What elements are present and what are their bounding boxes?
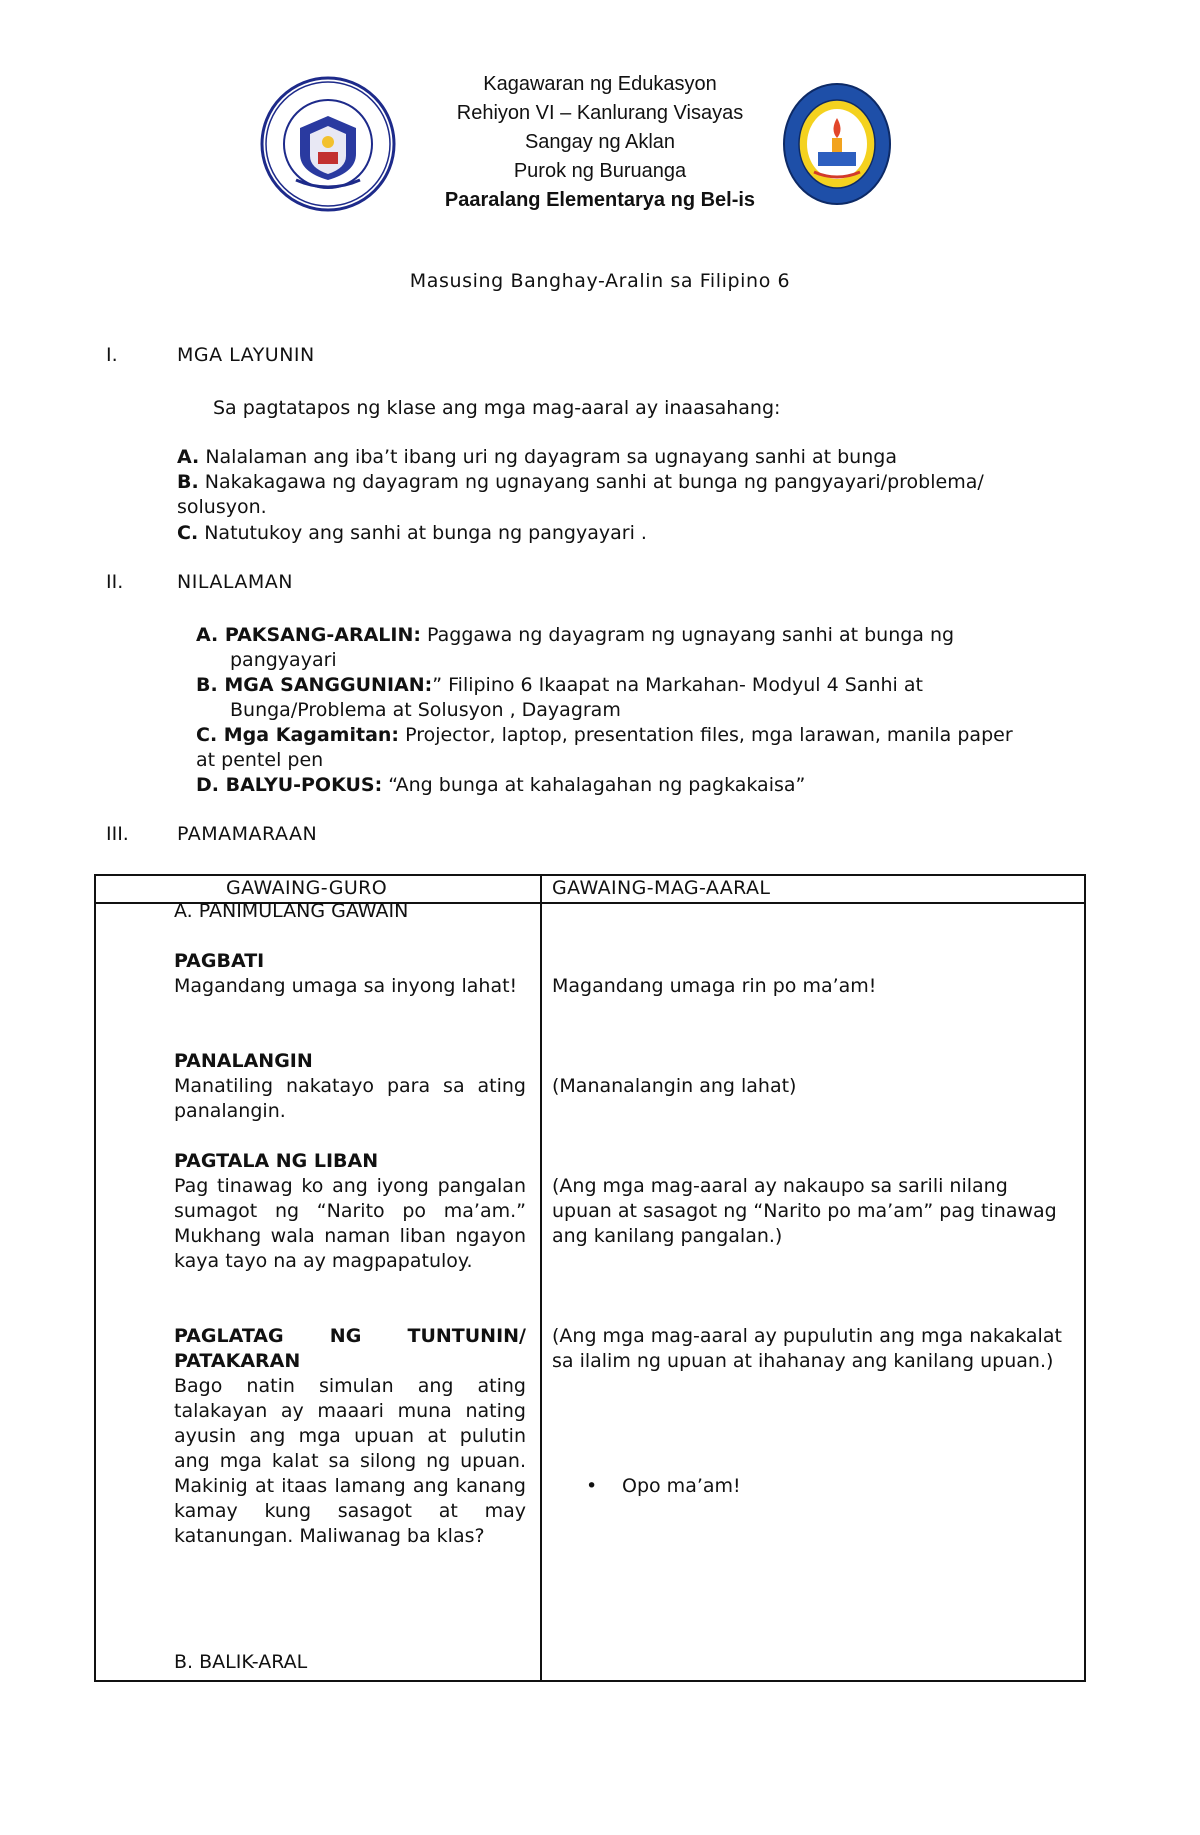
lesson-plan-title: Masusing Banghay-Aralin sa Filipino 6	[409, 270, 791, 292]
content-materials	[196, 723, 1013, 748]
content-references-text: ” Filipino 6 Ikaapat na Markahan- Modyul 4 Sanhi at	[432, 674, 923, 696]
section-1-number: I.	[106, 344, 118, 366]
header-teacher-activities: GAWAING-GURO	[226, 877, 388, 899]
objectives-intro: Sa pagtatapos ng klase ang mga mag-aaral ay inaasahang:	[213, 397, 781, 419]
division-name: Sangay ng Aklan	[524, 131, 676, 153]
content-references-label: B. MGA SANGGUNIAN:	[196, 674, 433, 696]
attendance-text: Pag tinawag ko ang iyong pangalan sumagot ng “Narito po ma’am.” Mukhang wala naman liban ngayon kaya tayo na ay magpapatuloy.	[174, 1175, 526, 1272]
content-value-focus-label: D. BALYU-POKUS:	[196, 774, 383, 796]
attendance-response: (Ang mga mag-aaral ay nakaupo sa sarili nilang upuan at sasagot ng “Narito po ma’am” pag tinawag ang kanilang pangalan.)	[552, 1175, 1057, 1247]
letterhead-text	[420, 70, 780, 215]
content-topic-text: Paggawa ng dayagram ng ugnayang sanhi at bunga ng	[421, 624, 955, 646]
objective-a-text: Nalalaman ang iba’t ibang uri ng dayagram sa ugnayang sanhi at bunga	[199, 446, 897, 468]
prayer-response: (Mananalangin ang lahat)	[552, 1075, 797, 1097]
objective-a-label: A.	[177, 446, 200, 468]
objective-c-text: Natutukoy ang sanhi at bunga ng pangyayari .	[198, 522, 647, 544]
rules-response: (Ang mga mag-aaral ay pupulutin ang mga nakakalat sa ilalim ng upuan at ihahanay ang kanilang upuan.)	[552, 1325, 1062, 1372]
objective-c	[177, 521, 647, 546]
preliminary-activities-heading: A. PANIMULANG GAWAIN	[174, 900, 409, 922]
content-materials-continued: at pentel pen	[196, 749, 324, 771]
section-2-title: NILALAMAN	[177, 571, 293, 593]
content-value-focus	[196, 773, 805, 798]
greeting-text: Magandang umaga sa inyong lahat!	[174, 975, 518, 997]
section-3-title: PAMAMARAAN	[177, 823, 318, 845]
content-references	[196, 673, 923, 698]
section-2-number: II.	[106, 571, 124, 593]
school-seal-logo	[782, 82, 892, 206]
objective-b-text: Nakakagawa ng dayagram ng ugnayang sanhi at bunga ng pangyayari/problema/	[198, 471, 984, 493]
letterhead	[0, 70, 1200, 220]
section-1-title: MGA LAYUNIN	[177, 344, 315, 366]
objective-c-label: C.	[177, 522, 199, 544]
understood-response: Opo ma’am!	[622, 1475, 741, 1497]
region-name: Rehiyon VI – Kanlurang Visayas	[456, 102, 744, 124]
objective-a	[177, 445, 897, 470]
district-name: Purok ng Buruanga	[513, 160, 687, 182]
content-value-focus-text: “Ang bunga at kahalagahan ng pagkakaisa”	[382, 774, 806, 796]
header-student-activities: GAWAING-MAG-AARAL	[552, 877, 771, 899]
content-references-continued: Bunga/Problema at Solusyon , Dayagram	[230, 699, 621, 721]
review-heading: B. BALIK-ARAL	[174, 1651, 308, 1673]
content-topic	[196, 623, 954, 648]
prayer-text: Manatiling nakatayo para sa ating panalangin.	[174, 1075, 526, 1122]
objective-b-label: B.	[177, 471, 199, 493]
content-topic-continued: pangyayari	[230, 649, 337, 671]
attendance-title: PAGTALA NG LIBAN	[174, 1150, 379, 1172]
content-topic-label: A. PAKSANG-ARALIN:	[196, 624, 421, 646]
greeting-title: PAGBATI	[174, 950, 265, 972]
section-3-number: III.	[106, 823, 129, 845]
deped-seal-logo	[260, 76, 396, 212]
school-name: Paaralang Elementarya ng Bel-is	[444, 189, 756, 211]
bullet-icon: •	[586, 1475, 598, 1497]
rules-title: PAGLATAG NG TUNTUNIN/ PATAKARAN	[174, 1325, 526, 1372]
greeting-response: Magandang umaga rin po ma’am!	[552, 975, 877, 997]
agency-name: Kagawaran ng Edukasyon	[483, 73, 717, 95]
objective-b	[177, 470, 984, 495]
content-materials-label: C. Mga Kagamitan:	[196, 724, 400, 746]
objective-b-continued: solusyon.	[177, 496, 267, 518]
rules-text: Bago natin simulan ang ating talakayan ay maaari muna nating ayusin ang mga upuan at pulutin ang mga kalat sa silong ng upuan. Makinig at itaas lamang ang kanang kamay kung sasagot at may katanungan. Maliwanag ba klas?	[174, 1375, 526, 1547]
table-column-divider	[540, 876, 542, 1680]
content-materials-text: Projector, laptop, presentation files, mga larawan, manila paper	[399, 724, 1013, 746]
prayer-title: PANALANGIN	[174, 1050, 313, 1072]
